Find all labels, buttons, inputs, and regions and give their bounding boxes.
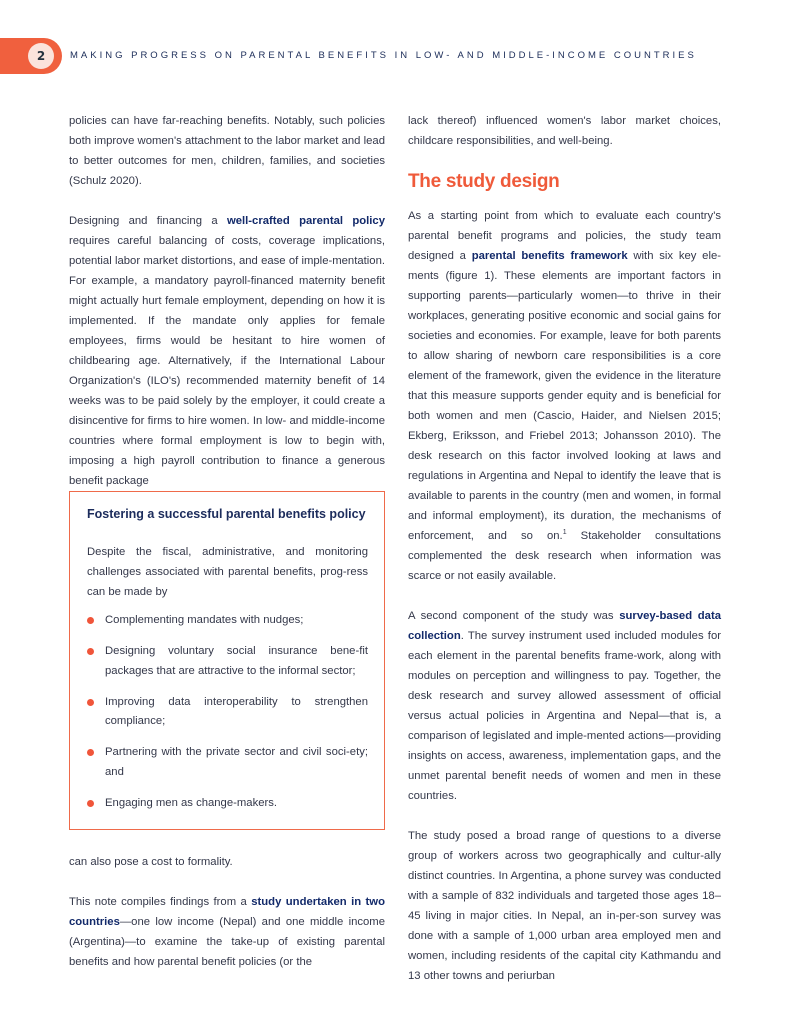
paragraph: As a starting point from which to evaluate each country's parental benefit programs and policies, the study team designed a parental benefits framework with six key ele-ments (figure 1). These elements are important factors in supporting parents—particularly women—to thrive in their workplaces, generating positive economic and social gains for societies and economies. For example, leave for both parents to allow sharing of newborn care responsibilities is a core element of the framework, given the evidence in the literature that this measure supports gender equity and is beneficial for both women and men (Cascio, Haider, and Nielsen 2015; Ekberg, Eriksson, and Friebel 2013; Johansson 2010). The desk research on this factor involved looking at laws and regulations in Argentina and Nepal to identify the leave that is available to parents in the country (men and women, in formal and informal employment), its duration, the mechanisms of enforcement, and so on.$^1$ Stakeholder consultations complemented the desk research when information was scarce or not easily available.	[408, 210, 722, 582]
bullet-icon	[87, 648, 94, 655]
page-number: 2	[28, 43, 54, 69]
list-item: Improving data interoperability to strengthen compliance;	[87, 693, 368, 732]
paragraph: The study posed a broad range of questions to a diverse group of workers across two geographically and cultur-ally distinct countries. In Argentina, a phone survey was conducted with a sample of 832 individuals and targeted those ages 18–45 living in major cities. In Nepal, an in-per-son survey was done with a sample of 1,000 urban area employed men and women, including residents of the capital city Kathmandu and 13 other towns and periurban	[408, 830, 721, 982]
left-column	[69, 111, 385, 511]
paragraph: lack thereof) influenced women's labor market choices, childcare responsibilities, and well-being.	[408, 115, 721, 147]
bullet-icon	[87, 749, 94, 756]
bullet-icon	[87, 617, 94, 624]
bold-term: parental benefits framework	[471, 250, 628, 262]
footnote-ref[interactable]: 1	[562, 529, 567, 537]
callout-list	[87, 611, 368, 825]
paragraph: policies can have far-reaching benefits. Notably, such policies both improve women's attachment to the labor market and lead to better outcomes for men, children, families, and societies (Schulz 2020).	[69, 115, 385, 187]
callout-intro: Despite the fiscal, administrative, and monitoring challenges associated with parental benefits, prog-ress can be made by	[87, 546, 368, 598]
bold-term: survey-based data collection	[408, 610, 722, 642]
bold-term: study undertaken in two countries	[69, 896, 385, 928]
right-column	[408, 111, 721, 1006]
callout-box	[69, 491, 385, 830]
bold-term: well-crafted parental policy	[226, 215, 385, 227]
running-head: MAKING PROGRESS ON PARENTAL BENEFITS IN LOW- AND MIDDLE-INCOME COUNTRIES	[70, 50, 697, 61]
bullet-icon	[87, 800, 94, 807]
list-item: Engaging men as change-makers.	[87, 794, 368, 814]
list-item: Partnering with the private sector and civil soci-ety; and	[87, 743, 368, 782]
paragraph: A second component of the study was survey-based data collection. The survey instrument used included modules for each element in the parental benefits frame-work, along with modules on perception and willingness to pay. Together, the desk research and survey allowed assessment of official versus actual policies in Argentina and Nepal—that is, a comparison of legislated and imple-mented actions—providing insights on access, awareness, implementation gaps, and the unmet parental benefit needs of women and men in these countries.	[408, 610, 722, 802]
callout-title: Fostering a successful parental benefits policy	[87, 507, 366, 521]
left-column-continued	[69, 852, 385, 992]
paragraph: This note compiles findings from a study undertaken in two countries—one low income (Nepal) and one middle income (Argentina)—to examine the take-up of existing parental benefits and how parental benefit policies (or the	[69, 896, 385, 968]
paragraph: can also pose a cost to formality.	[69, 856, 233, 868]
list-item: Designing voluntary social insurance bene-fit packages that are attractive to the informal sector;	[87, 642, 368, 681]
paragraph: Designing and financing a well-crafted parental policy requires careful balancing of costs, coverage implications, potential labor market distortions, and ease of imple-mentation. For example, a mandatory payroll-financed maternity benefit might actually hurt female employment, depending on how it is implemented. If the mandate only applies for female employees, firms would be hesitant to hire women of childbearing age. Alternatively, if the International Labour Organization's (ILO's) recommended maternity benefit of 14 weeks was to be paid solely by the employer, it could create a disincentive for firms to hire women. In low- and middle-income countries where formal employment is low to begin with, imposing a high payroll contribution to finance a generous benefit package	[69, 215, 385, 487]
list-item: Complementing mandates with nudges;	[87, 611, 368, 631]
bullet-icon	[87, 699, 94, 706]
section-title: The study design	[408, 171, 560, 192]
